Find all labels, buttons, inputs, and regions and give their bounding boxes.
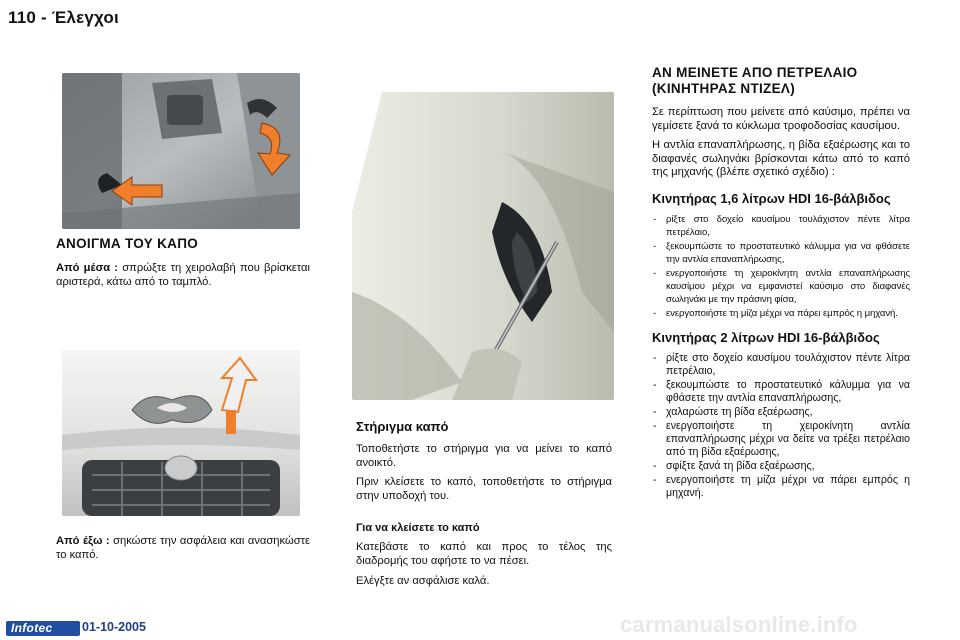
- engine-1-6-steps: [652, 213, 910, 320]
- page-title: 110 - Έλεγχοι: [8, 8, 119, 27]
- engine-2-0-steps: [652, 352, 910, 500]
- list-item: - ενεργοποιήστε τη χειροκίνητη αντλία επαναπλήρωσης μέχρι να δείτε να τρέξει πετρέλαιο από τη βίδα εξαέρωσης,: [652, 420, 910, 459]
- list-item: - σφίξτε ξανά τη βίδα εξαέρωσης,: [652, 460, 910, 473]
- outside-description: σηκώστε την ασφάλεια και ανασηκώστε το καπό.: [56, 535, 311, 561]
- watermark-site: carmanualsonline.info: [620, 612, 858, 637]
- bonnet-prop-text-1: Τοποθετήστε το στήριγμα για να μείνει το καπό ανοικτό.: [356, 443, 612, 469]
- list-item: - ενεργοποιήστε τη μίζα μέχρι να πάρει εμπρός η μηχανή.: [652, 474, 910, 500]
- engine-2-0-hdi-heading: Κινητήρας 2 λίτρων HDI 16-βάλβιδος: [652, 329, 880, 345]
- footer-date: 01-10-2005: [82, 620, 146, 634]
- closing-bonnet-text-2: Ελέγξτε αν ασφάλισε καλά.: [356, 574, 490, 587]
- bonnet-release-exterior-photo: [62, 350, 300, 516]
- diesel-pump-location-text: Η αντλία επαναπλήρωσης, η βίδα εξαέρωσης και το διαφανές σωληνάκι βρίσκονται κάτω από το καπό της μηχανής (βλέπε σχετικό σχέδιο) :: [652, 139, 910, 179]
- closing-bonnet-text-1: Κατεβάστε το καπό και προς το τέλος της διαδρομής του αφήστε το να πέσει.: [356, 541, 612, 567]
- diesel-intro-text: Σε περίπτωση που μείνετε από καύσιμο, πρέπει να γεμίσετε ξανά το κύκλωμα τροφοδοσίας καυσίμου.: [652, 106, 910, 132]
- engine-1-6-hdi-heading: Κινητήρας 1,6 λίτρων HDI 16-βάλβιδος: [652, 190, 891, 206]
- outside-label: Από έξω :: [56, 535, 110, 547]
- bonnet-prop-heading: Στήριγμα καπό: [356, 419, 449, 434]
- closing-bonnet-heading: Για να κλείσετε το καπό: [356, 522, 480, 535]
- inside-label: Από μέσα :: [56, 262, 119, 274]
- bonnet-opening-heading: ΑΝΟΙΓΜΑ ΤΟΥ ΚΑΠΟ: [56, 236, 199, 251]
- infotec-logo: Infotec: [6, 621, 80, 636]
- bonnet-strut-photo: [352, 92, 614, 400]
- list-item: - χαλαρώστε τη βίδα εξαέρωσης,: [652, 406, 910, 419]
- list-item: - ρίξτε στο δοχείο καυσίμου τουλάχιστον πέντε λίτρα πετρέλαιο,: [652, 352, 910, 378]
- inside-opening-text: [56, 262, 310, 289]
- bonnet-release-interior-photo: [62, 73, 300, 229]
- list-item: - ενεργοποιήστε τη χειροκίνητη αντλία επαναπλήρωσης καυσίμου μέχρι να εμφανιστεί καύσιμο στο διαφανές σωληνάκι με την πράσινη φίσα,: [652, 267, 910, 306]
- list-item: - ξεκουμπώστε το προστατευτικό κάλυμμα για να φθάσετε την αντλία επαναπλήρωσης,: [652, 379, 910, 405]
- outside-opening-text: [56, 535, 310, 562]
- list-item: - ξεκουμπώστε το προστατευτικό κάλυμμα για να φθάσετε την αντλία επαναπλήρωσης,: [652, 240, 910, 266]
- bonnet-prop-text-2: Πριν κλείσετε το καπό, τοποθετήστε το στήριγμα στην υποδοχή του.: [356, 476, 612, 502]
- inside-description: σπρώξτε τη χειρολαβή που βρίσκεται αριστερά, κάτω από το ταμπλό.: [56, 262, 310, 288]
- diesel-out-of-fuel-heading: ΑΝ ΜΕΙΝΕΤΕ ΑΠΟ ΠΕΤΡΕΛΑΙΟ (ΚΙΝΗΤΗΡΑΣ ΝΤΙΖΕΛ): [652, 65, 858, 96]
- list-item: - ενεργοποιήστε τη μίζα μέχρι να πάρει εμπρός η μηχανή.: [652, 307, 910, 320]
- list-item: - ρίξτε στο δοχείο καυσίμου τουλάχιστον πέντε λίτρα πετρέλαιο,: [652, 213, 910, 239]
